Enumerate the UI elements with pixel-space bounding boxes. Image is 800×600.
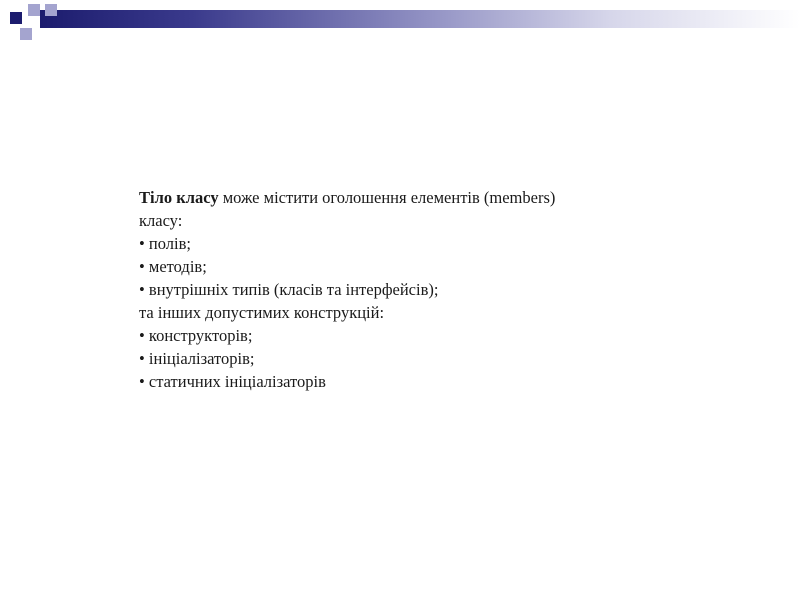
other-constructs-line: та інших допустимих конструкцій: — [139, 303, 385, 322]
decor-square-light-icon — [20, 28, 32, 40]
list-item-inner-types: • внутрішніх типів (класів та інтерфейсів); — [139, 280, 439, 299]
header-gradient-bar — [40, 10, 800, 28]
intro-line — [139, 186, 699, 209]
decor-square-light-icon — [28, 4, 40, 16]
list-item-methods: • методів; — [139, 257, 207, 276]
intro-line-rest: може містити оголошення елементів (members) — [218, 188, 556, 207]
list-item-initializers: • ініціалізаторів; — [139, 349, 255, 368]
slide-body-text — [139, 186, 699, 393]
decor-square-light-icon — [45, 4, 57, 16]
intro-line-continuation: класу: — [139, 211, 183, 230]
intro-bold-term: Тіло класу — [139, 188, 219, 207]
list-item-static-initializers: • статичних ініціалізаторів — [139, 372, 326, 391]
decor-square-dark-icon — [10, 12, 22, 24]
list-item-fields: • полів; — [139, 234, 191, 253]
list-item-constructors: • конструкторів; — [139, 326, 253, 345]
